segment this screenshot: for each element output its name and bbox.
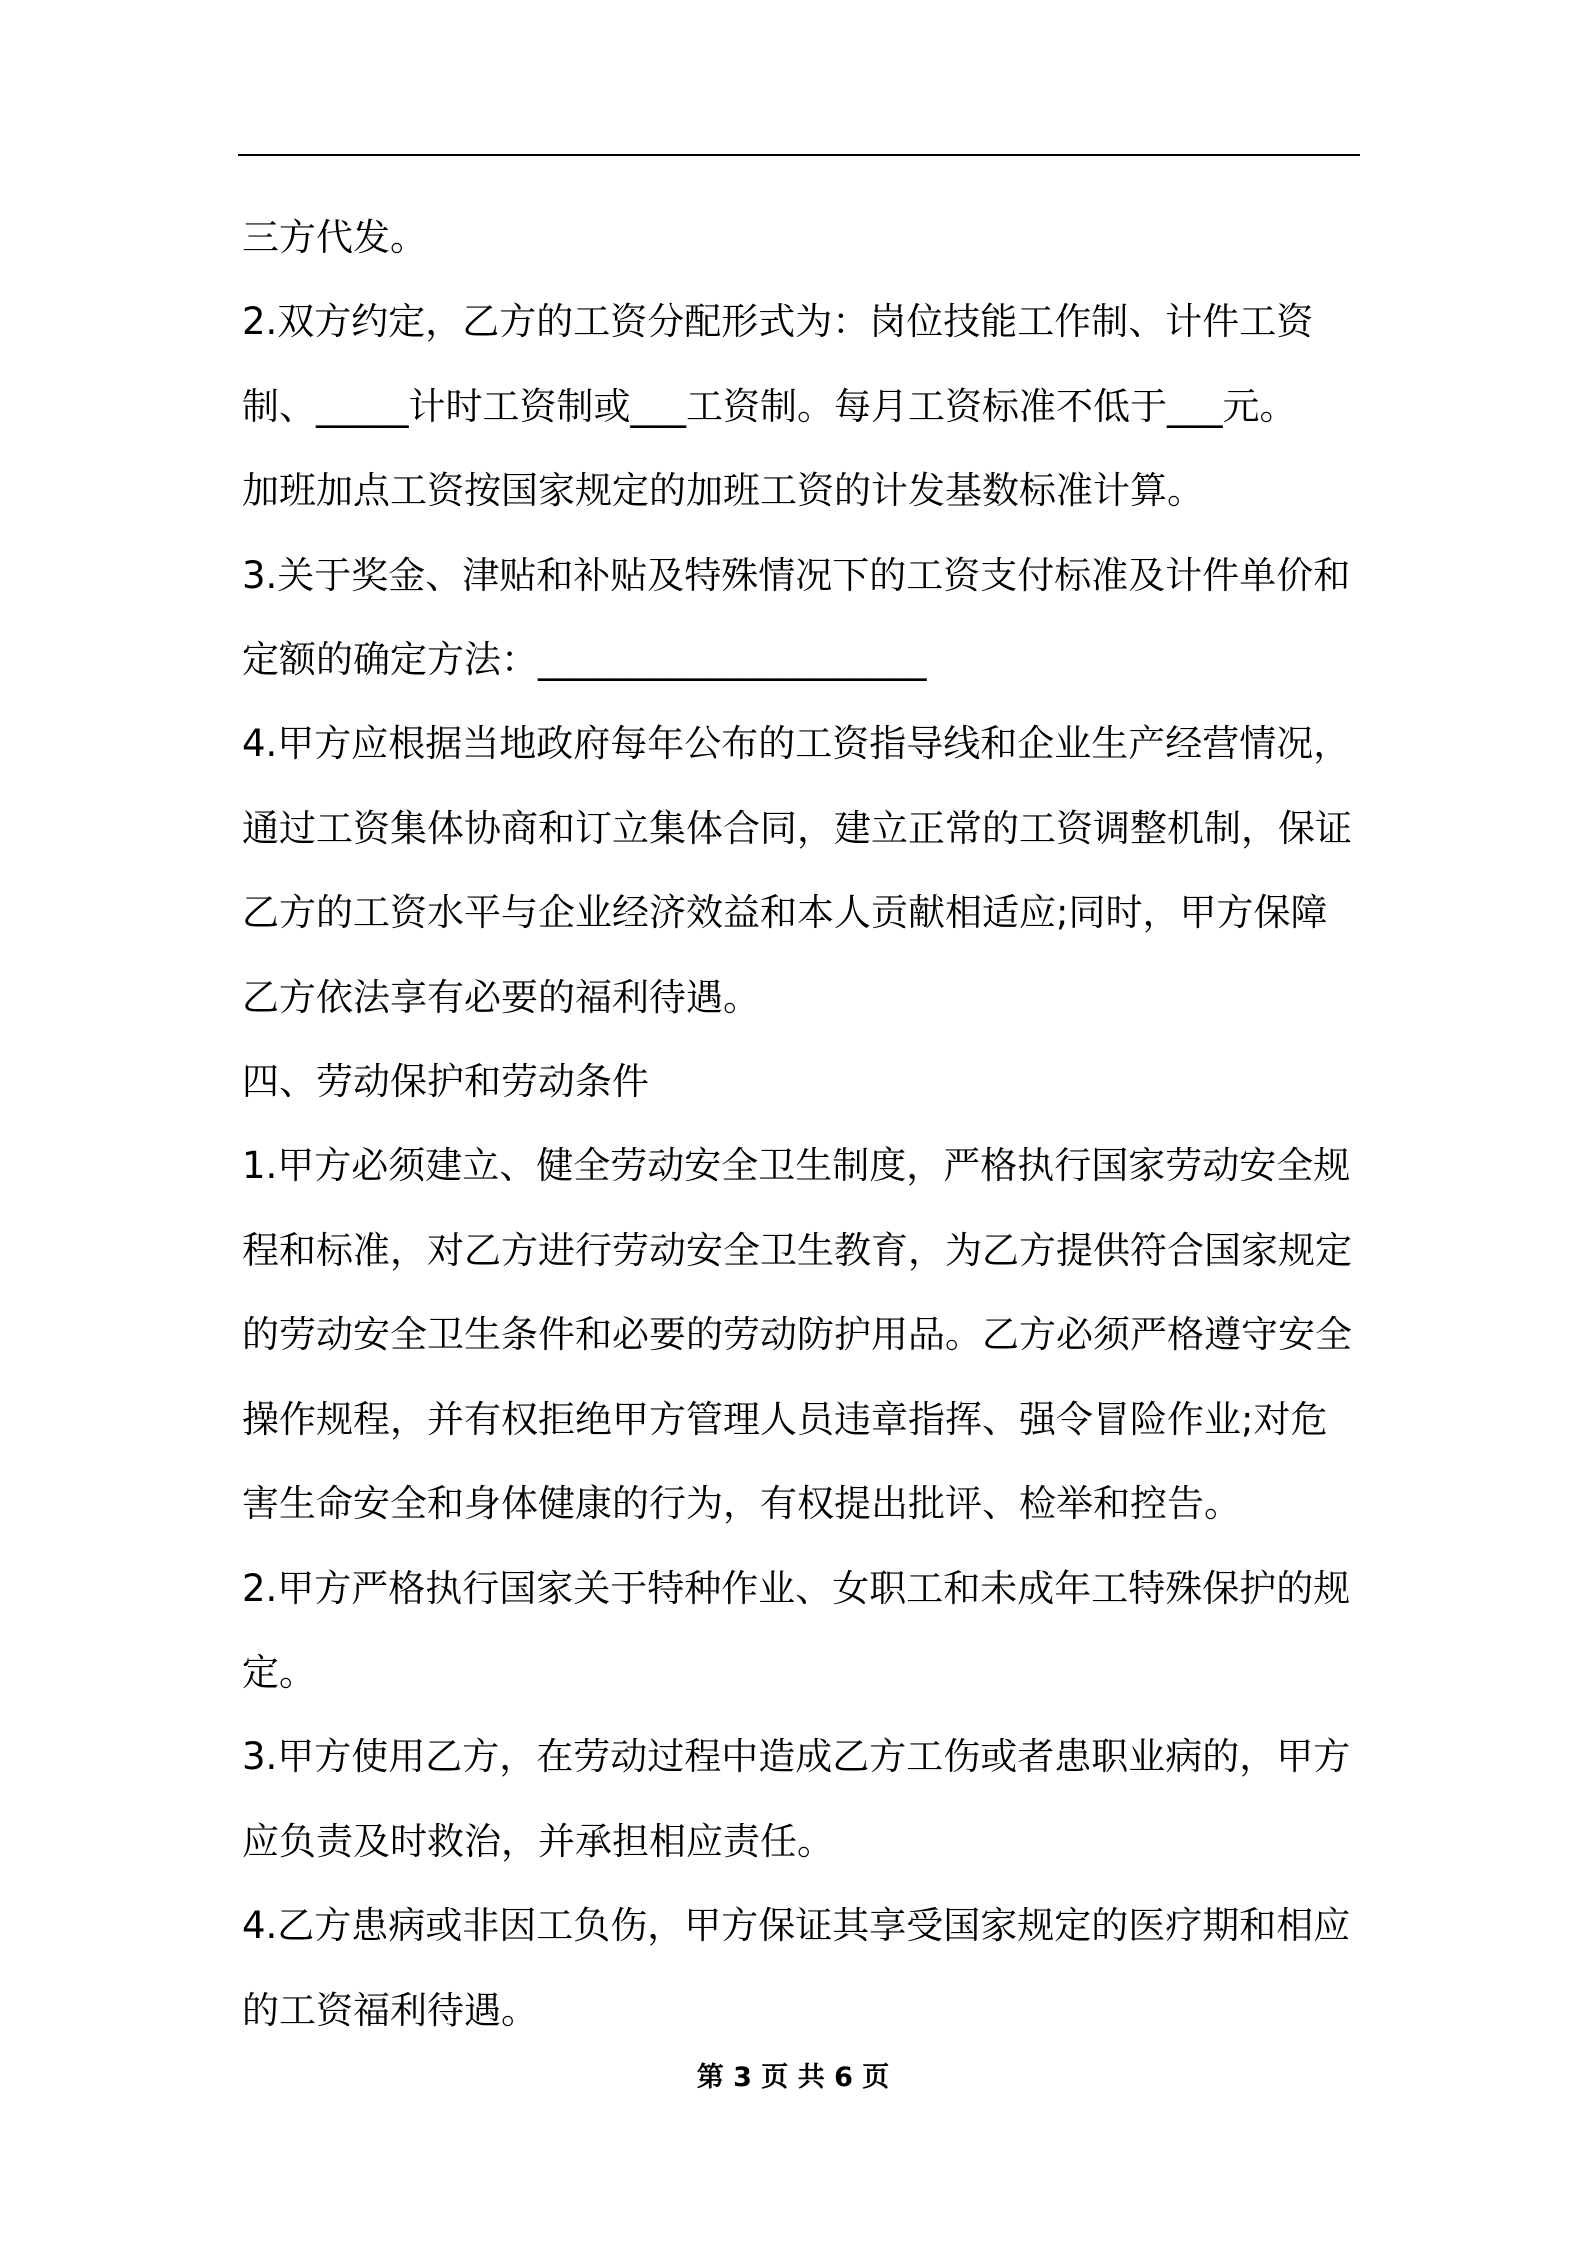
text-line: 加班加点工资按国家规定的加班工资的计发基数标准计算。: [242, 469, 1204, 513]
text-line: 乙方依法享有必要的福利待遇。: [242, 975, 760, 1019]
section-heading: 四、劳动保护和劳动条件: [242, 1060, 649, 1104]
text-line: 4.甲方应根据当地政府每年公布的工资指导线和企业生产经营情况，: [242, 722, 1351, 766]
text-line: 1.甲方必须建立、健全劳动安全卫生制度，严格执行国家劳动安全规: [242, 1144, 1351, 1188]
text-line: 三方代发。: [242, 216, 427, 259]
text-line: 的工资福利待遇。: [242, 1988, 538, 2032]
document-body: [242, 196, 1360, 2053]
text-line: 害生命安全和身体健康的行为，有权提出批评、检举和控告。: [242, 1482, 1241, 1526]
text-line: 3.关于奖金、津贴和补贴及特殊情况下的工资支付标准及计件单价和: [242, 553, 1351, 597]
text-line: 通过工资集体协商和订立集体合同，建立正常的工资调整机制，保证: [242, 806, 1352, 850]
text-line: 乙方的工资水平与企业经济效益和本人贡献相适应;同时，甲方保障: [242, 891, 1328, 935]
text-line: 4.乙方患病或非因工负伤，甲方保证其享受国家规定的医疗期和相应: [242, 1904, 1351, 1948]
text-line: 定。: [242, 1650, 316, 1694]
text-line: 的劳动安全卫生条件和必要的劳动防护用品。乙方必须严格遵守安全: [242, 1313, 1352, 1357]
text-line: 2.双方约定，乙方的工资分配形式为：岗位技能工作制、计件工资: [242, 300, 1314, 344]
text-line: 3.甲方使用乙方，在劳动过程中造成乙方工伤或者患职业病的，甲方: [242, 1735, 1351, 1779]
header-rule: [238, 154, 1360, 156]
text-line: 2.甲方严格执行国家关于特种作业、女职工和未成年工特殊保护的规: [242, 1566, 1351, 1610]
text-line: 操作规程，并有权拒绝甲方管理人员违章指挥、强令冒险作业;对危: [242, 1397, 1328, 1441]
text-line: 定额的确定方法：_____________________: [242, 638, 927, 682]
page-number: 第 3 页 共 6 页: [696, 2062, 890, 2093]
text-line: 应负责及时救治，并承担相应责任。: [242, 1819, 834, 1863]
text-line: 程和标准，对乙方进行劳动安全卫生教育，为乙方提供符合国家规定: [242, 1228, 1352, 1272]
text-line: 制、_____计时工资制或___工资制。每月工资标准不低于___元。: [242, 384, 1297, 428]
